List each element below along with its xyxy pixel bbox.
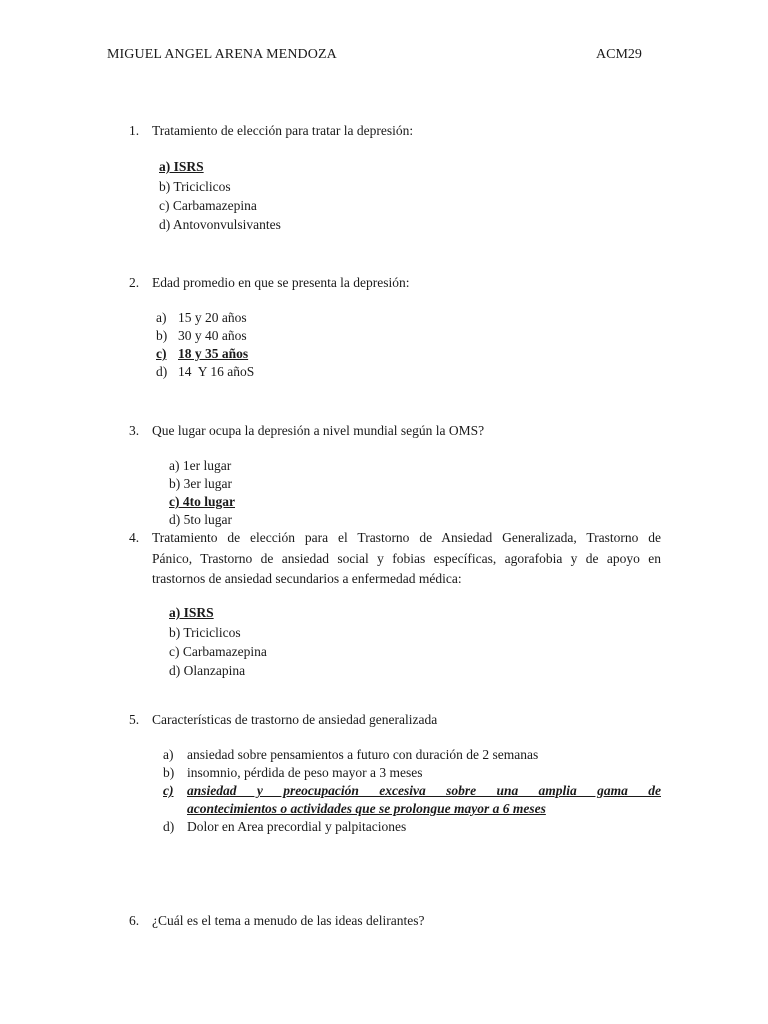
answer-option: Dolor en Area precordial y palpitaciones [187, 819, 407, 834]
question-text: Que lugar ocupa la depresión a nivel mundial según la OMS? [152, 423, 485, 438]
answer-option-line: ansiedad y preocupación excesiva sobre una amplia gama de [187, 783, 661, 798]
option-label: b) [163, 765, 175, 780]
answer-option: c) Carbamazepina [169, 644, 267, 659]
question-number: 5. [129, 712, 140, 727]
answer-option-correct: 18 y 35 años [178, 346, 249, 361]
answer-option: d) 5to lugar [169, 512, 232, 527]
question-number: 3. [129, 423, 140, 438]
answer-option-correct: a) ISRS [159, 159, 204, 174]
question-text-line: Tratamiento de elección para el Trastorno de Ansiedad Generalizada, Trastorno de [152, 530, 661, 545]
answer-option-correct: c) 4to lugar [169, 494, 235, 509]
answer-option: b) Triciclicos [159, 179, 231, 194]
option-label: b) [156, 328, 168, 343]
option-label: a) [156, 310, 167, 325]
answer-option: ansiedad sobre pensamientos a futuro con duración de 2 semanas [187, 747, 539, 762]
answer-option: a) 1er lugar [169, 458, 232, 473]
answer-option: d) Antovonvulsivantes [159, 217, 281, 232]
option-label-correct: c) [163, 783, 174, 798]
answer-option: 15 y 20 años [178, 310, 247, 325]
answer-option: b) 3er lugar [169, 476, 232, 491]
student-name: MIGUEL ANGEL ARENA MENDOZA [107, 47, 337, 62]
option-label: d) [156, 364, 168, 379]
option-label-correct: c) [156, 346, 167, 361]
answer-option-line: acontecimientos o actividades que se prolongue mayor a 6 meses [187, 801, 546, 816]
student-code: ACM29 [596, 47, 642, 62]
answer-option: b) Triciclicos [169, 625, 241, 640]
question-text: Características de trastorno de ansiedad generalizada [152, 712, 438, 727]
question-text-line: Pánico, Trastorno de ansiedad social y fobias específicas, agorafobia y de apoyo en [152, 550, 661, 566]
answer-option: c) Carbamazepina [159, 198, 257, 213]
question-number: 2. [129, 275, 140, 290]
answer-option: insomnio, pérdida de peso mayor a 3 meses [187, 765, 423, 780]
answer-option: 30 y 40 años [178, 328, 247, 343]
question-number: 6. [129, 913, 140, 928]
question-number: 1. [129, 123, 140, 138]
answer-option-correct: a) ISRS [169, 605, 214, 620]
option-label: d) [163, 819, 175, 834]
question-text: ¿Cuál es el tema a menudo de las ideas delirantes? [152, 913, 425, 928]
question-text [152, 528, 661, 590]
question-text: Tratamiento de elección para tratar la depresión: [152, 123, 414, 138]
question-text-line: trastornos de ansiedad secundarios a enfermedad médica: [152, 571, 462, 586]
question-number: 4. [129, 530, 140, 545]
answer-option-correct [187, 782, 661, 818]
answer-option: 14 Y 16 añoS [178, 364, 255, 379]
question-text: Edad promedio en que se presenta la depresión: [152, 275, 410, 290]
option-label: a) [163, 747, 174, 762]
answer-option: d) Olanzapina [169, 663, 246, 678]
